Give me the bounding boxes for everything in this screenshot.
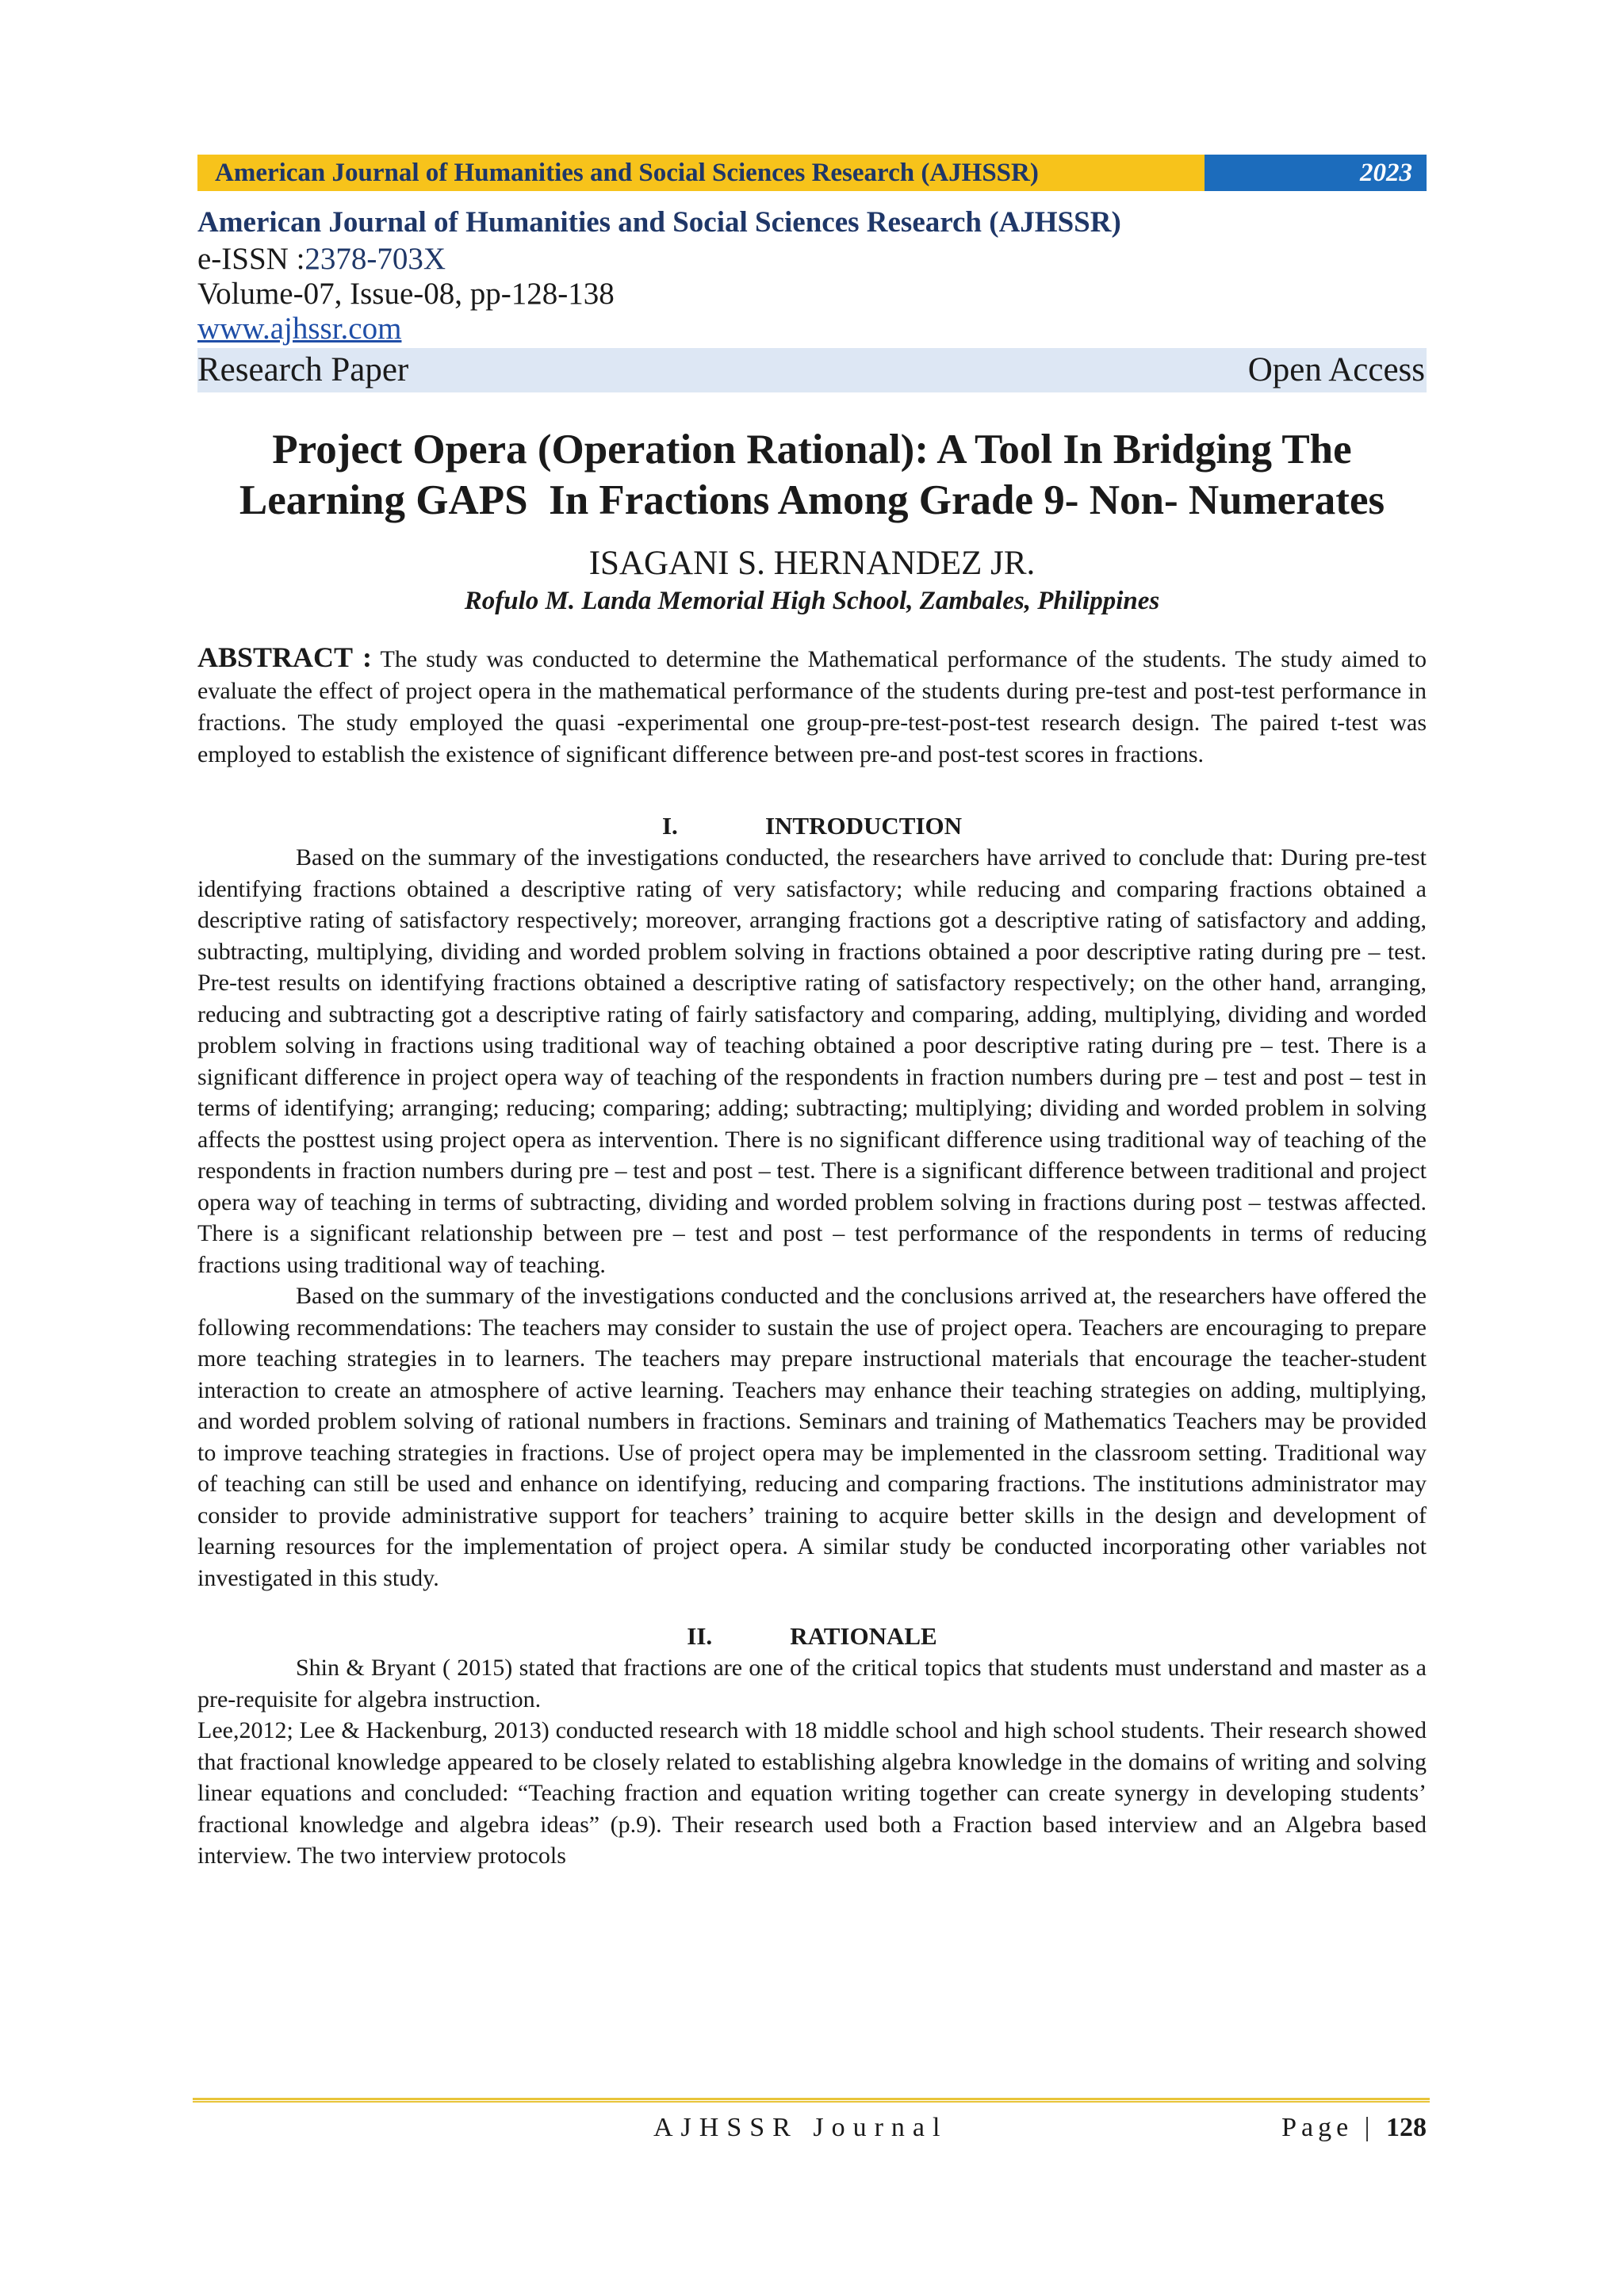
volume-line: Volume-07, Issue-08, pp-128-138 xyxy=(197,277,615,311)
issn-label: e-ISSN : xyxy=(197,242,305,276)
footer-page xyxy=(1281,2110,1427,2145)
footer-rule xyxy=(193,2098,1430,2103)
abstract-text: The study was conducted to determine the Mathematical performance of the students. The study aimed to evaluate the effect of project opera in the mathematical performance of the students during pre-test and post-test performance in fractions. The study employed the quasi -experimental one group-pre-test-post-test research design. The paired t-test was employed to establish the existence of significant difference between pre-and post-test scores in fractions. xyxy=(197,646,1427,767)
access-type: Open Access xyxy=(1247,351,1425,388)
author-affiliation: Rofulo M. Landa Memorial High School, Zambales, Philippines xyxy=(464,587,1160,615)
banner-year: 2023 xyxy=(1205,155,1427,191)
page xyxy=(197,155,1427,1872)
website-link[interactable]: www.ajhssr.com xyxy=(197,312,402,346)
paragraph: Based on the summary of the investigations conducted, the researchers have arrived to conclude that: During pre-test identifying fractions obtained a descriptive rating of very satisfactory; while reducing and comparing fractions obtained a descriptive rating of satisfactory respectively; moreover, arranging fractions got a descriptive rating of satisfactory and adding, subtracting, multiplying, dividing and worded problem solving in fractions obtained a poor descriptive rating during pre – test. Pre-test results on identifying fractions obtained a descriptive rating of satisfactory respectively; on the other hand, arranging, reducing and subtracting got a descriptive rating of fairly satisfactory and comparing, adding, multiplying, dividing and worded problem solving in fractions using traditional way of teaching obtained a poor descriptive rating during pre – test. There is a significant difference in project opera way of teaching of the respondents in fraction numbers during pre – test and post – test in terms of identifying; arranging; reducing; comparing; adding; subtracting; multiplying; dividing and worded problem in solving affects the posttest using project opera as intervention. There is no significant difference using traditional way of teaching of the respondents in fraction numbers during pre – test and post – test. There is a significant difference between traditional and project opera way of teaching in terms of subtracting, dividing and worded problem solving in fractions during post – testwas affected. There is a significant relationship between pre – test and post – test performance of the respondents in terms of reducing fractions using traditional way of teaching. xyxy=(197,844,1427,1278)
issn-value: 2378-703X xyxy=(304,242,446,276)
paragraph: Shin & Bryant ( 2015) stated that fractions are one of the critical topics that students must understand and master as a pre-requisite for algebra instruction. xyxy=(197,1655,1427,1712)
journal-banner xyxy=(197,155,1427,191)
title-line-2: Learning GAPS In Fractions Among Grade 9- Non- Numerates xyxy=(239,477,1385,523)
paragraph: Lee,2012; Lee & Hackenburg, 2013) conducted research with 18 middle school and high school students. Their research showed that fractional knowledge appeared to be closely related to establishing algebra knowledge in the domains of writing and solving linear equations and concluded: “Teaching fraction and equation writing together can create synergy in developing students’ fractional knowledge and algebra ideas” (p.9). Their research used both a Fraction based interview and an Algebra based interview. The two interview protocols xyxy=(197,1717,1427,1869)
page-number: 128 xyxy=(1386,2113,1427,2142)
footer-journal: AJHSSR Journal xyxy=(653,2113,948,2142)
section-heading-introduction xyxy=(197,810,1427,842)
paper-type: Research Paper xyxy=(197,351,409,388)
section-number: I. xyxy=(661,812,678,840)
journal-name: American Journal of Humanities and Social Sciences Research (AJHSSR) xyxy=(197,206,1121,239)
section-number: II. xyxy=(687,1622,713,1650)
section-title: INTRODUCTION xyxy=(764,812,963,840)
section-heading-rationale xyxy=(197,1621,1427,1652)
page-label: Page | xyxy=(1281,2113,1375,2142)
author-name: ISAGANI S. HERNANDEZ JR. xyxy=(588,545,1036,582)
journal-info xyxy=(197,204,1427,392)
paragraph: Based on the summary of the investigations conducted and the conclusions arrived at, the researchers have offered the following recommendations: The teachers may consider to sustain the use of project opera. Teachers are encouraging to prepare more teaching strategies in to learners. The teachers may prepare instructional materials that encourage the teacher-student interaction to create an atmosphere of active learning. Teachers may enhance their teaching strategies on adding, multiplying, and worded problem solving of rational numbers in fractions. Seminars and training of Mathematics Teachers may be provided to improve teaching strategies in fractions. Use of project opera may be implemented in the classroom setting. Traditional way of teaching can still be used and enhance on identifying, reducing and comparing fractions. The institutions administrator may consider to provide administrative support for teachers’ training to acquire better skills in the design and development of learning resources for the implementation of project opera. A similar study be conducted incorporating other variables not investigated in this study. xyxy=(197,1283,1427,1591)
section-title: RATIONALE xyxy=(790,1622,937,1650)
title-line-1: Project Opera (Operation Rational): A Tool In Bridging The xyxy=(272,427,1352,473)
paper-title xyxy=(197,424,1427,526)
paper-type-bar xyxy=(197,348,1427,392)
abstract-label: ABSTRACT : xyxy=(197,641,372,673)
issn-line xyxy=(197,242,1427,277)
abstract xyxy=(197,641,1427,771)
banner-journal-name: American Journal of Humanities and Social Sciences Research (AJHSSR) xyxy=(197,155,1205,191)
